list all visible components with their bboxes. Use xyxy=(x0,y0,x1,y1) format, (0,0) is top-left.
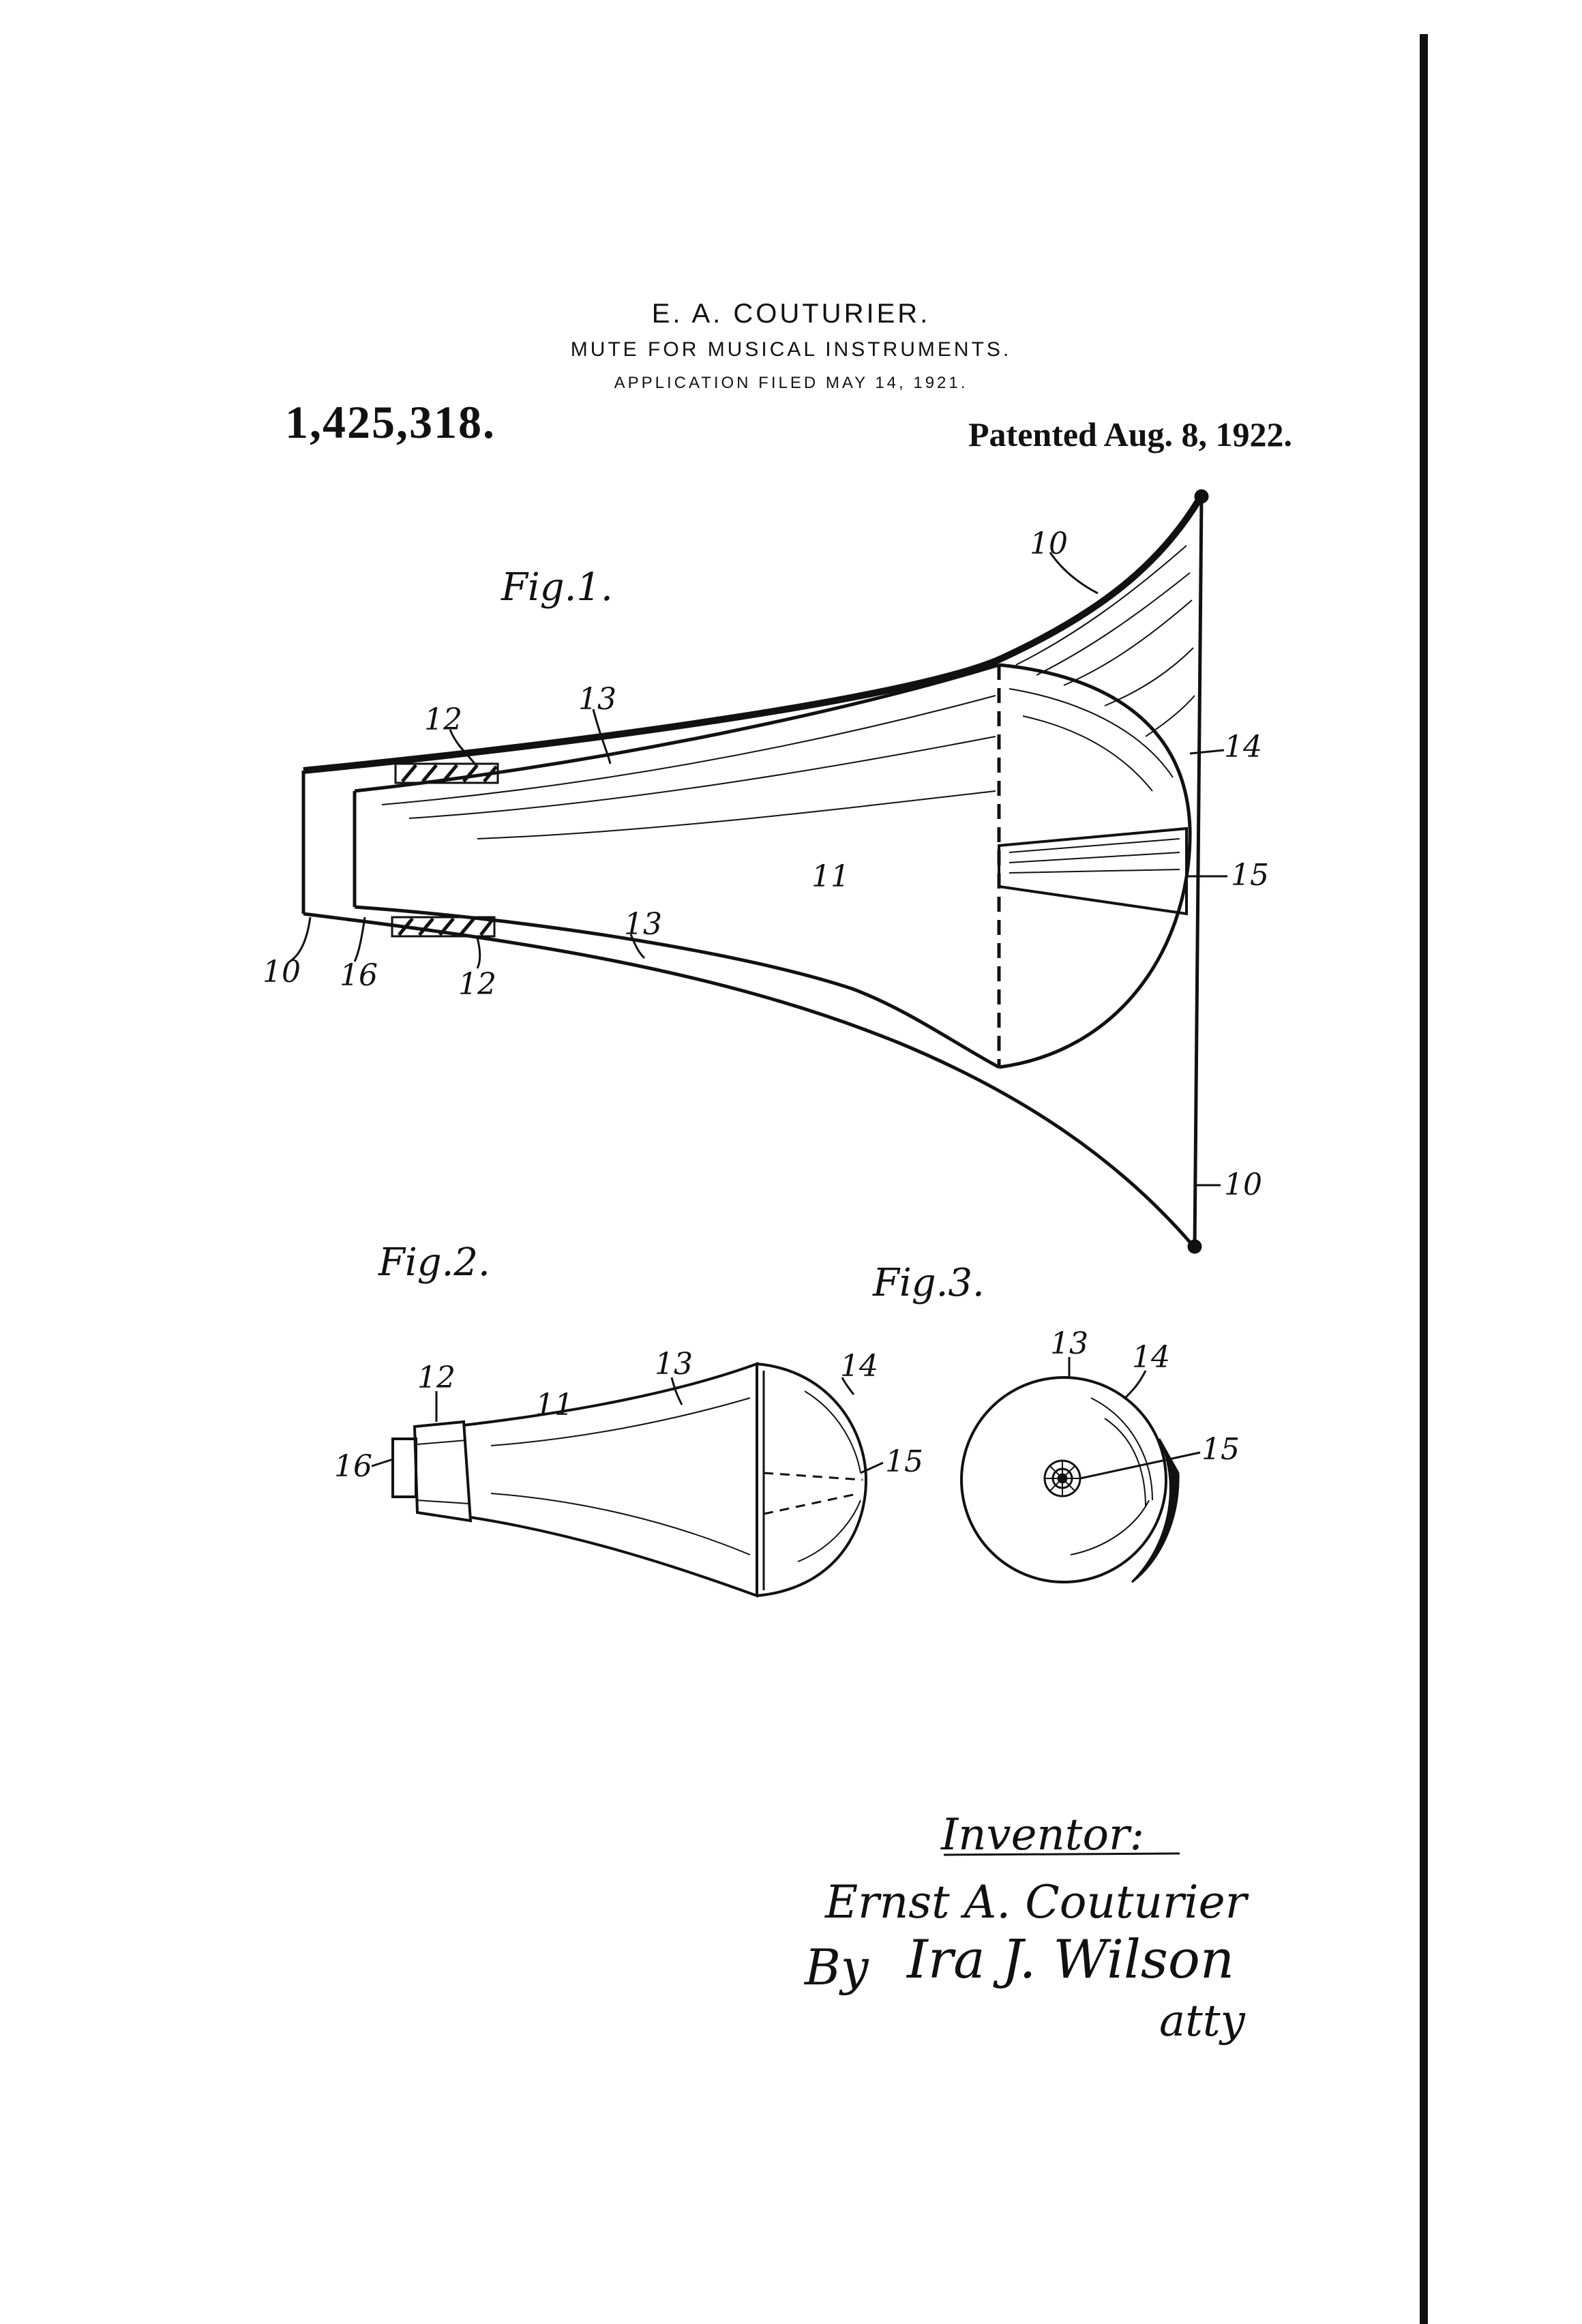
ref-13-fig2: 13 xyxy=(655,1347,693,1382)
ref-12-fig1-bottom: 12 xyxy=(458,967,496,1002)
ref-11-fig2: 11 xyxy=(535,1388,573,1422)
ref-10-fig1-bottom: 10 xyxy=(1224,1167,1262,1202)
fig2-body xyxy=(464,1364,757,1596)
fig1-label: Fig.1. xyxy=(501,565,613,610)
ref-15-fig2: 15 xyxy=(885,1444,923,1479)
fig2-cork xyxy=(415,1422,471,1521)
patent-number: 1,425,318. xyxy=(285,396,496,448)
inventor-signature: Ernst A. Couturier xyxy=(825,1876,1247,1928)
fig3-drawing xyxy=(961,1357,1200,1582)
inventor-heading: Inventor: xyxy=(941,1810,1145,1860)
patent-title: MUTE FOR MUSICAL INSTRUMENTS. xyxy=(570,338,1012,361)
ref-13-fig1-top: 13 xyxy=(578,682,616,717)
by-label: By xyxy=(805,1939,869,1996)
inventor-name: E. A. COUTURIER. xyxy=(651,299,931,329)
attorney-abbrev: atty xyxy=(1159,1996,1245,2046)
attorney-signature: Ira J. Wilson xyxy=(907,1929,1235,1991)
ref-12-fig2: 12 xyxy=(417,1360,456,1395)
ref-15-fig1: 15 xyxy=(1231,858,1269,893)
ref-13-fig3: 13 xyxy=(1050,1326,1088,1361)
ref-10-fig1-left: 10 xyxy=(263,955,301,989)
ref-11-fig1: 11 xyxy=(811,859,850,894)
fig2-tip xyxy=(393,1439,416,1497)
horn-outer-bottom xyxy=(303,914,1192,1245)
fig2-label: Fig.2. xyxy=(378,1240,490,1285)
ref-16-fig1: 16 xyxy=(340,958,378,993)
fig2-drawing xyxy=(372,1364,883,1596)
ref-14-fig3: 14 xyxy=(1132,1340,1170,1375)
fig3-label: Fig.3. xyxy=(873,1261,985,1305)
ref-12-fig1-top: 12 xyxy=(424,702,462,737)
fig1-drawing xyxy=(290,491,1227,1252)
ref-15-fig3: 15 xyxy=(1202,1432,1240,1467)
ref-14-fig1: 14 xyxy=(1224,730,1262,764)
ref-10-fig1-top: 10 xyxy=(1030,526,1068,561)
application-filed-date: APPLICATION FILED MAY 14, 1921. xyxy=(614,374,968,392)
ref-14-fig2: 14 xyxy=(840,1349,878,1384)
patented-date: Patented Aug. 8, 1922. xyxy=(968,415,1292,453)
ref-13-fig1-bottom: 13 xyxy=(624,907,662,942)
ref-16-fig2: 16 xyxy=(334,1449,372,1484)
horn-bell-rim xyxy=(1195,496,1202,1247)
